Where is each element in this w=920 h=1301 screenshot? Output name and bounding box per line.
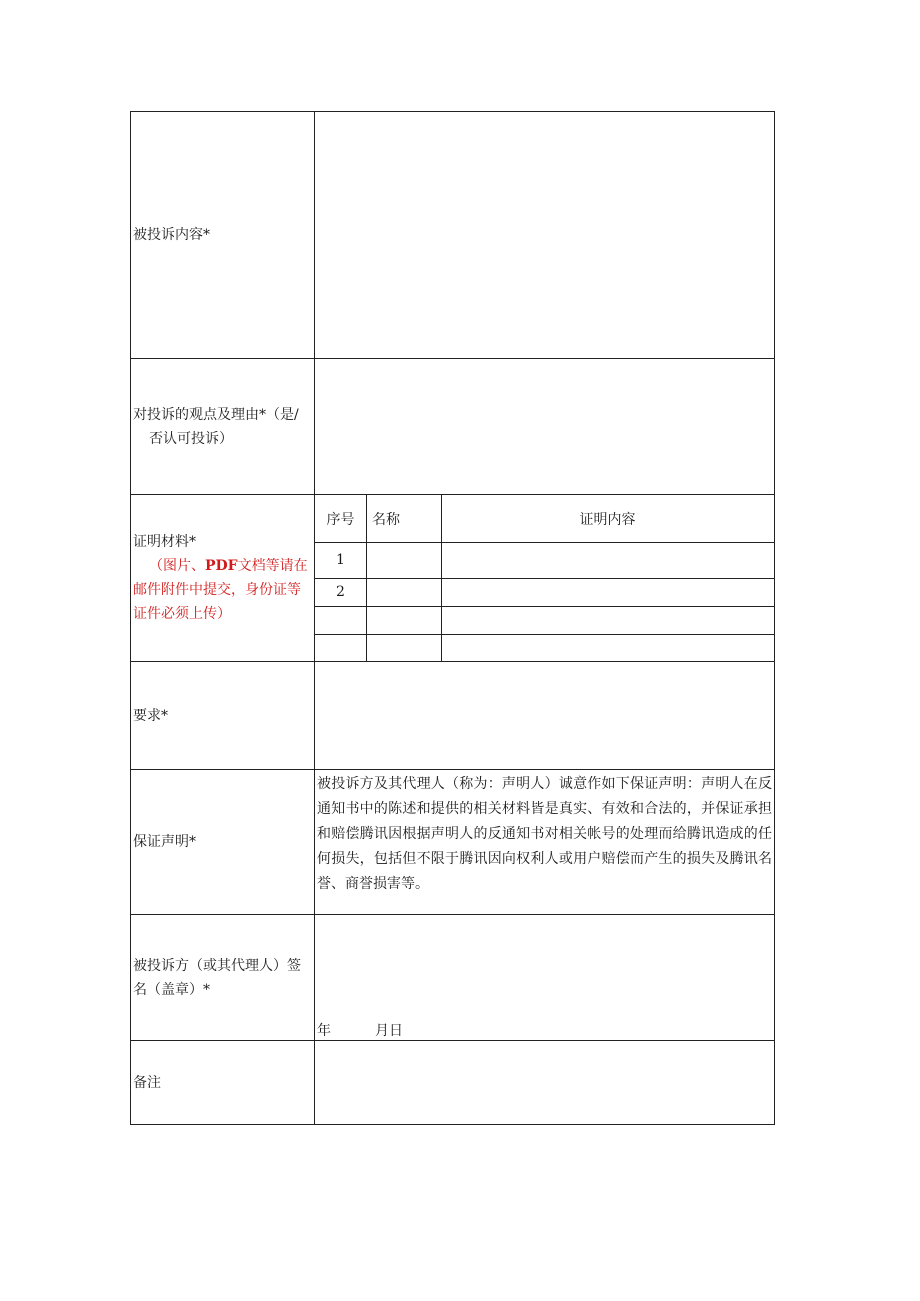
evidence-row-4-content[interactable] xyxy=(441,634,774,661)
evidence-note-pdf: PDF xyxy=(205,558,238,574)
opinion-label-line1: 对投诉的观点及理由*（是/ xyxy=(133,406,299,423)
date-year: 年 xyxy=(317,1023,331,1039)
evidence-row-4-name[interactable] xyxy=(366,634,441,661)
evidence-table xyxy=(315,495,774,661)
header-serial-no: 序号 xyxy=(326,511,355,528)
guarantee-label: 保证声明* xyxy=(133,834,196,850)
evidence-row-3-no xyxy=(315,606,366,634)
evidence-note-line1 xyxy=(133,554,312,578)
counter-notice-form xyxy=(130,111,775,1125)
request-label: 要求* xyxy=(133,707,168,724)
evidence-note-line2: 邮件附件中提交，身份证等 xyxy=(133,582,301,598)
evidence-label: 证明材料* xyxy=(133,534,196,550)
complaint-content-field[interactable] xyxy=(315,112,774,358)
label-cell xyxy=(131,112,315,358)
request-field[interactable] xyxy=(315,662,774,769)
signature-date xyxy=(317,1020,403,1040)
evidence-row-3-content[interactable] xyxy=(441,606,774,634)
label-cell xyxy=(131,915,315,1040)
evidence-row-1-content[interactable] xyxy=(441,542,774,578)
evidence-note-prefix: （图片、 xyxy=(149,558,205,574)
signature-label-line1: 被投诉方（或其代理人）签 xyxy=(133,957,301,974)
remarks-field[interactable] xyxy=(315,1041,774,1124)
evidence-row-1-no: 1 xyxy=(336,552,345,568)
evidence-note-rest: 文档等请在 xyxy=(237,558,308,574)
label-cell xyxy=(131,662,315,769)
row-remarks xyxy=(131,1041,774,1124)
header-proof-content: 证明内容 xyxy=(579,511,636,528)
signature-label-line2: 名（盖章）* xyxy=(133,981,210,998)
complaint-content-label: 被投诉内容* xyxy=(133,227,210,243)
evidence-row-4-no xyxy=(315,634,366,661)
row-complaint-content xyxy=(131,112,774,359)
evidence-note-line3: 证件必须上传） xyxy=(133,606,231,622)
signature-field[interactable] xyxy=(315,915,774,1040)
evidence-row-1-name[interactable] xyxy=(366,542,441,578)
evidence-row-3-name[interactable] xyxy=(366,606,441,634)
row-signature xyxy=(131,915,774,1041)
evidence-row-2-content[interactable] xyxy=(441,578,774,606)
date-month-day: 月日 xyxy=(375,1023,403,1039)
row-request xyxy=(131,662,774,770)
guarantee-text: 被投诉方及其代理人（称为：声明人）诚意作如下保证声明：声明人在反通知书中的陈述和提供的相关材料皆是真实、有效和合法的，并保证承担和赔偿腾讯因根据声明人的反通知书对相关帐号的处理而给腾讯造成的任何损失，包括但不限于腾讯因向权利人或用户赔偿而产生的损失及腾讯名誉、商誉损害等。 xyxy=(317,776,772,892)
label-cell xyxy=(131,495,315,661)
label-cell xyxy=(131,359,315,494)
remarks-label: 备注 xyxy=(133,1074,161,1091)
header-name: 名称 xyxy=(372,511,400,528)
evidence-row-2-name[interactable] xyxy=(366,578,441,606)
evidence-row-2-no: 2 xyxy=(336,584,345,600)
row-guarantee xyxy=(131,770,774,915)
opinion-label-line2: 否认可投诉） xyxy=(149,430,233,447)
label-cell xyxy=(131,770,315,914)
opinion-field[interactable] xyxy=(315,359,774,494)
label-cell xyxy=(131,1041,315,1124)
guarantee-content xyxy=(315,770,774,914)
row-opinion xyxy=(131,359,774,495)
row-evidence xyxy=(131,495,774,662)
